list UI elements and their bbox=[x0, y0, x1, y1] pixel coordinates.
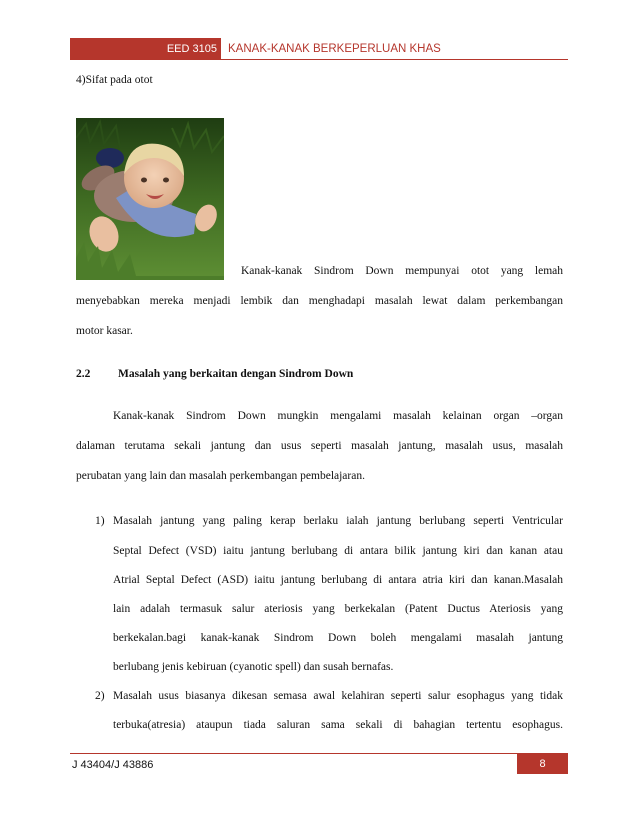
header-title: KANAK-KANAK BERKEPERLUAN KHAS bbox=[228, 43, 441, 55]
paragraph-line: perubatan yang lain dan masalah perkembangan pembelajaran. bbox=[76, 470, 365, 482]
paragraph-line: dalaman terutama sekali jantung dan usus seperti masalah jantung, masalah usus, masalah bbox=[76, 440, 563, 452]
list-item-line: Septal Defect (VSD) iaitu jantung berlubang di antara bilik jantung kiri dan kanan atau bbox=[113, 545, 563, 557]
list-item-line: terbuka(atresia) ataupun tiada saluran sama sekali di bahagian tertentu esophagus. bbox=[113, 719, 563, 731]
list-item-line: lain adalah termasuk salur ateriosis yang berkekalan (Patent Ductus Ateriosis yang bbox=[113, 603, 563, 615]
page-header bbox=[70, 38, 568, 60]
paragraph-line: Kanak-kanak Sindrom Down mungkin mengalami masalah kelainan organ –organ bbox=[113, 410, 563, 422]
list-number: 1) bbox=[95, 515, 105, 527]
section-title: Masalah yang berkaitan dengan Sindrom Down bbox=[118, 368, 354, 380]
paragraph-line: Kanak-kanak Sindrom Down mempunyai otot yang lemah bbox=[241, 265, 563, 277]
list-item-line: Masalah jantung yang paling kerap berlaku ialah jantung berlubang seperti Ventricular bbox=[113, 515, 563, 527]
list-item-line: Masalah usus biasanya dikesan semasa awal kelahiran seperti salur esophagus yang tidak bbox=[113, 690, 563, 702]
child-photo-icon bbox=[76, 118, 224, 280]
list-number: 2) bbox=[95, 690, 105, 702]
list-item-line: Atrial Septal Defect (ASD) iaitu jantung berlubang di antara atria kiri dan kanan.Masalah bbox=[113, 574, 563, 586]
list-item-line: berlubang jenis kebiruan (cyanotic spell) dan susah bernafas. bbox=[113, 661, 394, 673]
footer-student-id: J 43404/J 43886 bbox=[72, 759, 154, 771]
header-rule bbox=[221, 59, 568, 60]
course-code: EED 3105 bbox=[70, 38, 221, 60]
list-item-line: berkekalan.bagi kanak-kanak Sindrom Down boleh mengalami masalah jantung bbox=[113, 632, 563, 644]
paragraph-line: menyebabkan mereka menjadi lembik dan menghadapi masalah lewat dalam perkembangan bbox=[76, 295, 563, 307]
section-label: 4)Sifat pada otot bbox=[76, 74, 153, 86]
footer-rule bbox=[70, 753, 568, 754]
paragraph-line: motor kasar. bbox=[76, 325, 133, 337]
page-number: 8 bbox=[517, 754, 568, 774]
section-number: 2.2 bbox=[76, 368, 91, 380]
